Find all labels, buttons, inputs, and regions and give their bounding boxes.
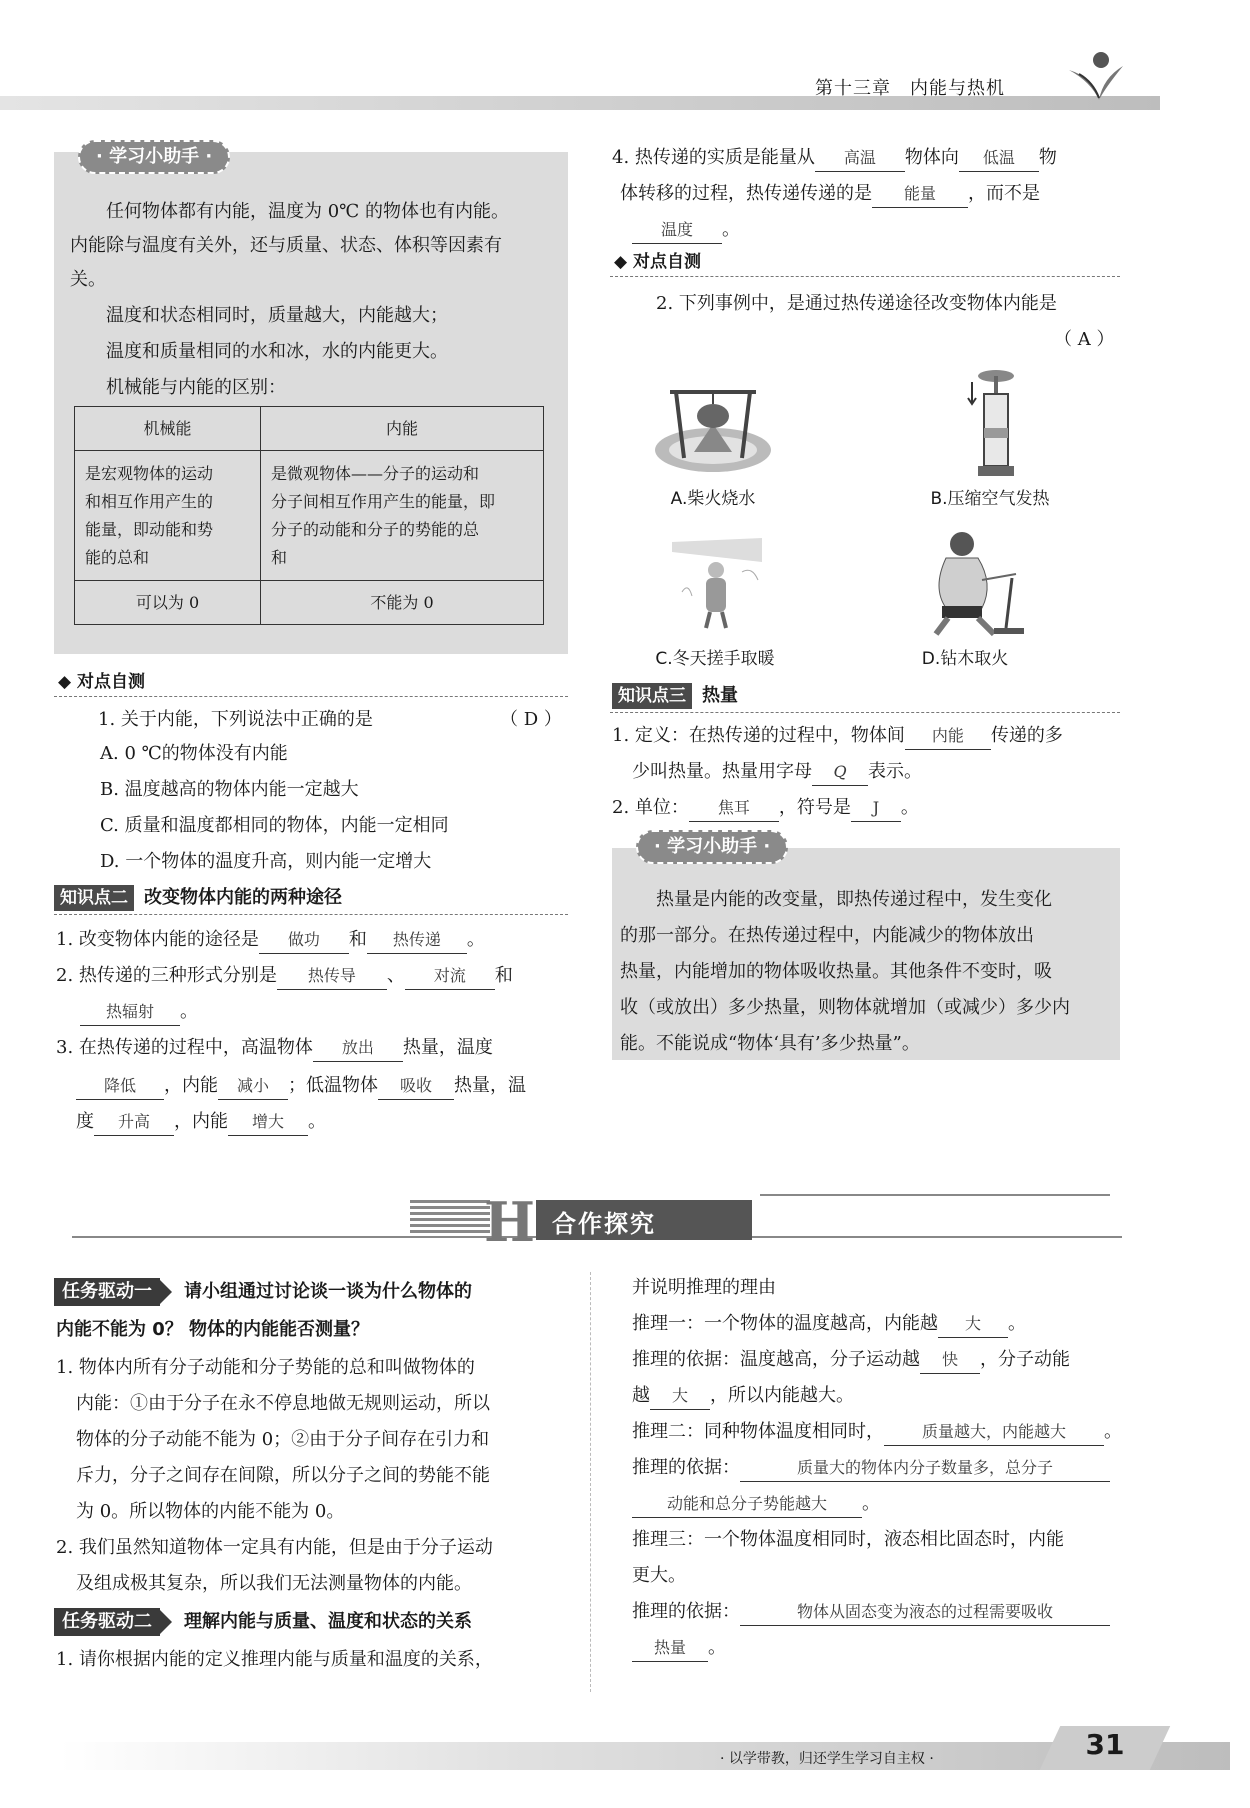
option-b: B. 温度越高的物体内能一定越大	[100, 779, 359, 800]
helper-label-2: · 学习小助手 ·	[636, 830, 788, 864]
task1-heading: 任务驱动一 请小组通过讨论谈一谈为什么物体的	[54, 1274, 472, 1310]
question-1: 1. 关于内能，下列说法中正确的是	[98, 709, 373, 730]
right-line1: 4. 热传递的实质是能量从 高温 物体向 低温 物	[612, 140, 1057, 176]
kp3-line3: 2. 单位： 焦耳 ，符号是 J 。	[612, 790, 919, 826]
right2-line: 热量 。	[632, 1630, 726, 1666]
figure-a-caption: A.柴火烧水	[670, 489, 756, 509]
table-cell: 是微观物体——分子的运动和 分子间相互作用产生的能量，即 分子的动能和分子的势能的总 和	[261, 451, 544, 581]
page-number: 31	[1085, 1728, 1125, 1761]
kp3-heading: 知识点三 热量	[612, 678, 738, 714]
kp3-line2: 少叫热量。热量用字母 Q 表示。	[632, 754, 922, 790]
column-divider	[590, 1272, 591, 1692]
figure-d-caption: D.钻木取火	[921, 649, 1009, 669]
task1-text: 物体的分子动能不能为 0；②由于分子间存在引力和	[76, 1429, 490, 1450]
right2-line: 越 大 ，所以内能越大。	[632, 1378, 854, 1414]
right2-line: 推理二：同种物体温度相同时， 质量越大，内能越大 。	[632, 1414, 1122, 1450]
helper1-text: 温度和状态相同时，质量越大，内能越大；	[106, 305, 448, 326]
chapter-title: 第十三章 内能与热机	[815, 78, 1005, 99]
diamond-icon: ◆	[614, 252, 628, 272]
helper2-text: 的那一部分。在热传递过程中，内能减少的物体放出	[620, 925, 1034, 946]
self-test-label-1: ◆ 对点自测	[58, 672, 145, 692]
kp2-line2: 2. 热传递的三种形式分别是 热传导 、 对流 和	[56, 958, 513, 994]
task1-text: 1. 物体内所有分子动能和分子势能的总和叫做物体的	[56, 1357, 475, 1378]
question-2: 2. 下列事例中，是通过热传递途径改变物体内能是	[656, 293, 1057, 314]
right-line2: 体转移的过程，热传递传递的是 能量 ，而不是	[620, 176, 1040, 212]
helper1-text: 内能除与温度有关外，还与质量、状态、体积等因素有	[70, 235, 502, 256]
right2-text: 更大。	[632, 1565, 686, 1586]
task1-text: 斥力，分子之间存在间隙，所以分子之间的势能不能	[76, 1465, 490, 1486]
right2-line: 动能和总分子势能越大 。	[632, 1486, 880, 1522]
coop-stripes	[410, 1200, 490, 1236]
helper1-text: 任何物体都有内能，温度为 0℃ 的物体也有内能。	[106, 201, 510, 222]
right2-line: 推理的依据： 质量大的物体内分子数量多，总分子	[632, 1450, 1110, 1486]
table-header: 内能	[261, 407, 544, 451]
coop-line-right	[760, 1194, 1110, 1196]
kp3-line1: 1. 定义：在热传递的过程中，物体间 内能 传递的多	[612, 718, 1063, 754]
pump-cylinder-image	[966, 368, 1026, 480]
helper2-text: 收（或放出）多少热量，则物体就增加（或减少）多少内	[620, 997, 1070, 1018]
campfire-kettle-image	[650, 372, 776, 478]
table-header: 机械能	[75, 407, 261, 451]
task2-heading: 任务驱动二 理解内能与质量、温度和状态的关系	[54, 1604, 472, 1640]
option-d: D. 一个物体的温度升高，则内能一定增大	[100, 851, 432, 872]
diamond-icon: ◆	[58, 672, 72, 692]
kp2-line2b: 热辐射 。	[80, 994, 198, 1030]
comparison-table	[74, 406, 544, 625]
helper1-text: 机械能与内能的区别：	[106, 377, 286, 398]
answer-1: （ D ）	[500, 709, 562, 730]
coop-title: 合作探究	[552, 1210, 656, 1238]
helper1-text: 温度和质量相同的水和冰，水的内能更大。	[106, 341, 448, 362]
task1-text: 2. 我们虽然知道物体一定具有内能，但是由于分子运动	[56, 1537, 493, 1558]
task1-text: 及组成极其复杂，所以我们无法测量物体的内能。	[76, 1573, 472, 1594]
task1-text: 为 0。所以物体的内能不能为 0。	[76, 1501, 345, 1522]
helper1-text: 关。	[70, 269, 106, 290]
kp2-heading: 知识点二 改变物体内能的两种途径	[54, 880, 342, 916]
helper2-text: 能。不能说成“物体‘具有’多少热量”。	[620, 1033, 920, 1054]
kp2-line3: 3. 在热传递的过程中，高温物体 放出 热量，温度	[56, 1030, 493, 1066]
helper-label-1: · 学习小助手 ·	[78, 140, 230, 174]
table-cell: 是宏观物体的运动 和相互作用产生的 能量，即动能和势 能的总和	[75, 451, 261, 581]
right2-text: 并说明推理的理由	[632, 1277, 776, 1298]
task1-heading-2: 内能不能为 0？ 物体的内能能否测量？	[56, 1319, 370, 1340]
kp2-line1: 1. 改变物体内能的途径是 做功 和 热传递 。	[56, 922, 485, 958]
right-line3: 温度 。	[632, 212, 740, 248]
table-cell: 可以为 0	[75, 581, 261, 625]
right2-text: 推理三：一个物体温度相同时，液态相比固态时，内能	[632, 1529, 1064, 1550]
kp2-line5: 度 升高 ，内能 增大 。	[76, 1104, 326, 1140]
self-test-label-2: ◆ 对点自测	[614, 252, 701, 272]
helper2-text: 热量是内能的改变量，即热传递过程中，发生变化	[656, 889, 1052, 910]
answer-2: （ A ）	[1054, 329, 1115, 350]
task2-text: 1. 请你根据内能的定义推理内能与质量和温度的关系，	[56, 1649, 493, 1670]
right2-line: 推理的依据： 物体从固态变为液态的过程需要吸收	[632, 1594, 1110, 1630]
table-cell: 不能为 0	[261, 581, 544, 625]
kp2-line4: 降低 ，内能 减小 ；低温物体 吸收 热量，温	[76, 1068, 526, 1104]
option-a: A. 0 ℃的物体没有内能	[100, 743, 288, 764]
helper2-text: 热量，内能增加的物体吸收热量。其他条件不变时，吸	[620, 961, 1052, 982]
drilling-wood-image	[902, 528, 1032, 638]
option-c: C. 质量和温度都相同的物体，内能一定相同	[100, 815, 449, 836]
figure-b-caption: B.压缩空气发热	[930, 489, 1050, 509]
task1-text: 内能：①由于分子在永不停息地做无规则运动，所以	[76, 1393, 490, 1414]
figure-c-caption: C.冬天搓手取暖	[655, 649, 775, 669]
book-logo-icon	[1065, 48, 1125, 102]
footer-slogan: · 以学带教，归还学生学习自主权 ·	[720, 1751, 934, 1767]
right2-line: 推理的依据：温度越高，分子运动越 快 ，分子动能	[632, 1342, 1070, 1378]
coop-letter: H	[484, 1190, 536, 1254]
right2-line: 推理一：一个物体的温度越高，内能越 大 。	[632, 1306, 1026, 1342]
rubbing-hands-image	[662, 532, 772, 632]
